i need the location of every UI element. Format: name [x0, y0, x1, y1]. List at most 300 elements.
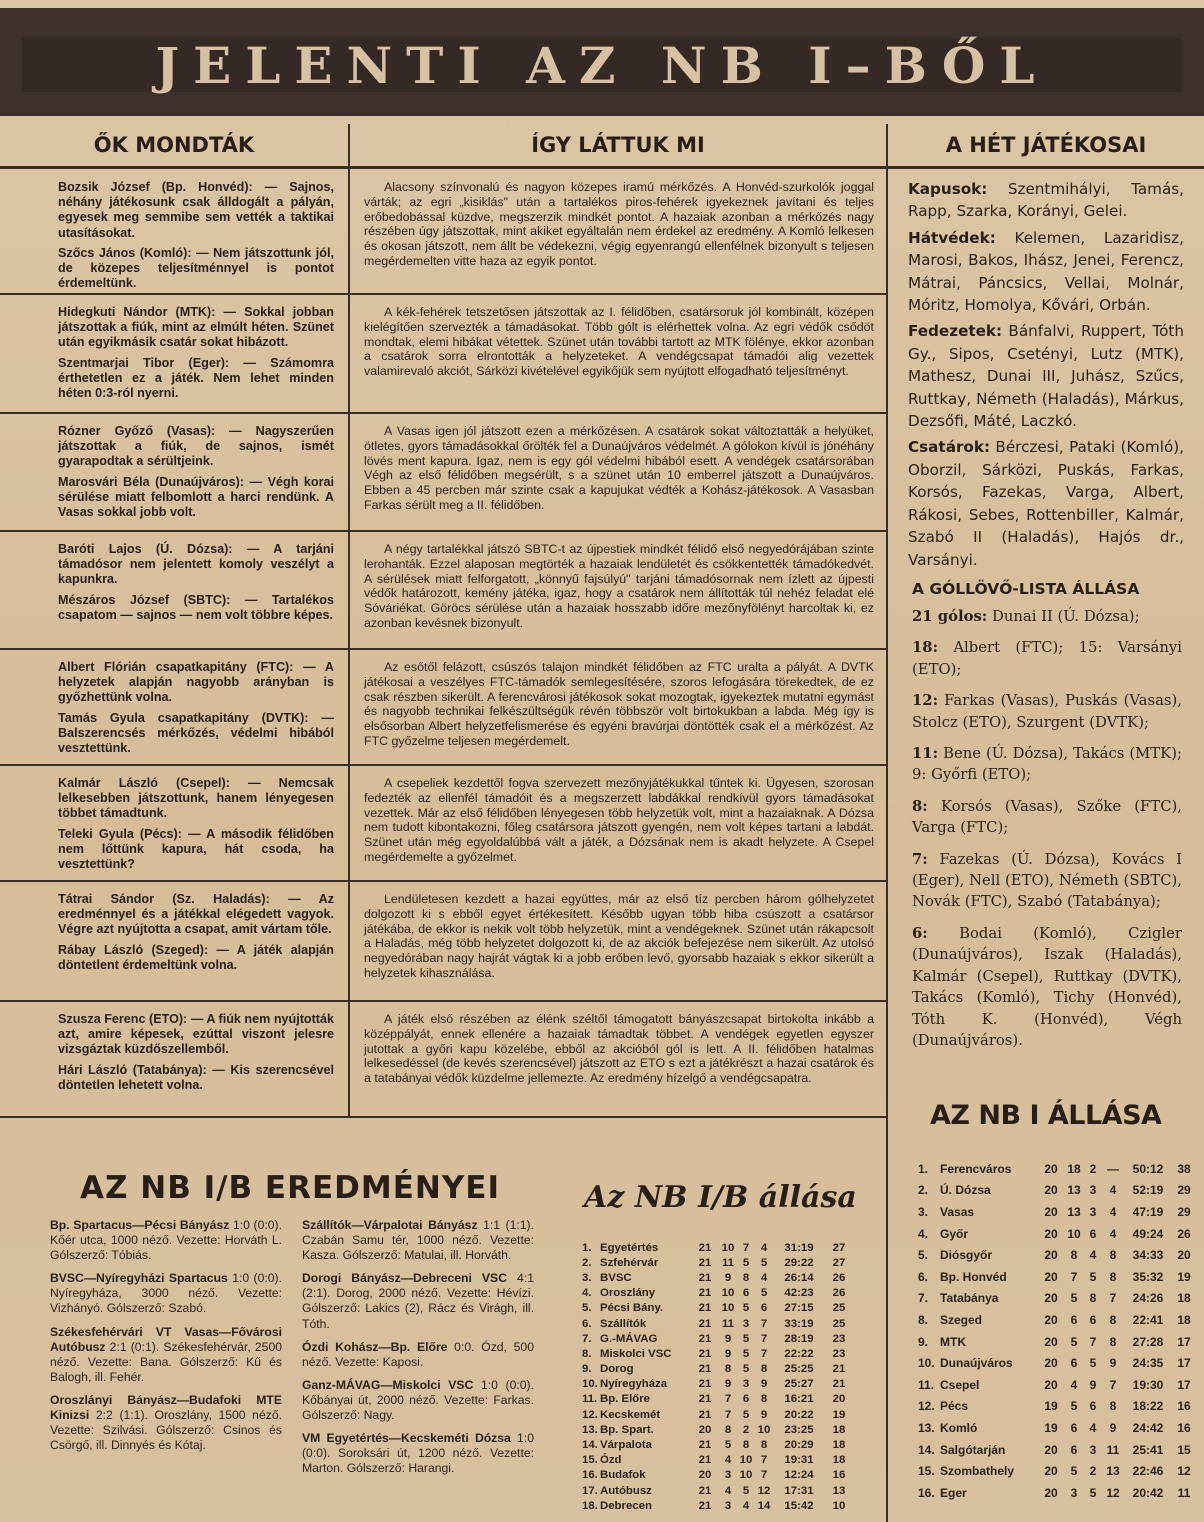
standings-cell: 34:33	[1132, 1248, 1164, 1263]
standings-cell: 5	[742, 1408, 750, 1421]
seen-column-heading: ÍGY LÁTTUK MI	[350, 124, 886, 169]
standings-cell: 3	[724, 1469, 732, 1482]
standings-cell: 7	[1109, 1377, 1117, 1392]
standings-cell: 24:42	[1132, 1420, 1164, 1435]
standings-cell: 11	[1177, 1485, 1191, 1500]
standings-cell: 21	[698, 1454, 712, 1467]
standings-cell: 3	[1089, 1183, 1097, 1198]
banner	[0, 8, 1204, 116]
players-forwards: Csatárok: Bérczesi, Pataki (Komló), Oborzil, Sárközi, Puskás, Farkas, Korsós, Fazekas, Varga, Albert, Rákosi, Sebes, Rottenbiller, Kalmár, Szabó II (Haladás), Hajós dr., Varsányi.	[908, 438, 1184, 569]
standings-cell: 8.	[582, 1347, 592, 1360]
standings-cell: Diósgyőr	[940, 1248, 993, 1263]
scorers-list	[912, 606, 1182, 1076]
standings-cell: 6	[1089, 1399, 1097, 1414]
standings-cell: 3	[1089, 1204, 1097, 1219]
standings-cell: 21	[698, 1256, 712, 1269]
standings-cell: 47:19	[1132, 1204, 1164, 1219]
standings-cell: 1.	[918, 1161, 929, 1176]
standings-row	[582, 1453, 854, 1468]
standings-cell: 7	[760, 1332, 768, 1345]
standings-cell: 8	[742, 1271, 750, 1284]
ib-result: Ganz-MÁVAG—Miskolci VSC 1:0 (0:0). Kőbányai út, 2000 néző. Vezette: Farkas. Gólszerző: Nagy.	[302, 1377, 534, 1423]
quote: Marosvári Béla (Dunaújváros): — Végh korai sérülése miatt felbomlott a harci rendünk. A Vasas sokkal jobb volt.	[58, 474, 334, 520]
players-goalkeepers: Kapusok: Szentmihályi, Tamás, Rapp, Szarka, Korányi, Gelei.	[908, 180, 1184, 221]
standings-cell: 13	[1067, 1183, 1081, 1198]
column-divider	[348, 124, 350, 1116]
standings-cell: 11	[1106, 1442, 1120, 1457]
said-quotes	[58, 1012, 334, 1114]
standings-cell: 9	[724, 1271, 732, 1284]
standings-row	[918, 1460, 1196, 1482]
standings-cell: 31:19	[784, 1241, 814, 1254]
standings-cell: 26	[832, 1287, 846, 1300]
standings-cell: 22:46	[1132, 1464, 1164, 1479]
quote: Mészáros József (SBTC): — Tartalékos csapatom — sajnos — nem volt többre képes.	[58, 592, 334, 622]
standings-cell: 12	[757, 1484, 771, 1497]
standings-cell: 17.	[582, 1484, 598, 1497]
standings-cell: Tatabánya	[940, 1291, 999, 1306]
ib-standings-table	[582, 1240, 854, 1513]
standings-row	[582, 1270, 854, 1285]
standings-cell: 8	[724, 1423, 732, 1436]
standings-cell: 22:22	[784, 1347, 814, 1360]
standings-cell: 4	[1109, 1226, 1117, 1241]
standings-cell: 21	[698, 1408, 712, 1421]
standings-cell: 15:42	[784, 1499, 814, 1512]
standings-row	[918, 1352, 1196, 1374]
match-report	[364, 305, 874, 410]
standings-cell: 8	[1109, 1399, 1117, 1414]
standings-cell: 6	[742, 1393, 750, 1406]
standings-cell: 8	[724, 1363, 732, 1376]
scorers-entry: 21 gólos: Dunai II (Ú. Dózsa);	[912, 608, 1140, 625]
standings-cell: 4	[1109, 1204, 1117, 1219]
banner-title: JELENTI AZ NB I–BŐL	[155, 35, 1049, 95]
standings-cell: 5	[742, 1332, 750, 1345]
ib-result: VM Egyetértés—Kecskeméti Dózsa 1:0 (0:0). Soroksári út, 1200 néző. Vezette: Marton. Gólszerző: Harangi.	[302, 1431, 534, 1476]
standings-cell: 21	[698, 1484, 712, 1497]
standings-cell: 21	[698, 1271, 712, 1284]
nb1-standings-title: AZ NB I ÁLLÁSA	[930, 1100, 1162, 1131]
standings-cell: 12.	[582, 1408, 598, 1421]
standings-cell: Szállítók	[600, 1317, 647, 1330]
standings-cell: 8	[742, 1439, 750, 1452]
standings-cell: 13	[1067, 1204, 1081, 1219]
match-report	[364, 180, 874, 291]
standings-cell: 25:41	[1132, 1442, 1164, 1457]
standings-cell: 21	[698, 1439, 712, 1452]
standings-cell: 10	[757, 1423, 771, 1436]
said-quotes	[58, 892, 334, 998]
standings-cell: 6.	[918, 1269, 929, 1284]
standings-cell: 8	[1109, 1312, 1117, 1327]
standings-cell: 7	[742, 1241, 750, 1254]
standings-cell: 26	[832, 1271, 846, 1284]
standings-cell: 19	[1044, 1420, 1058, 1435]
standings-cell: 9	[760, 1408, 768, 1421]
standings-cell: 4	[760, 1271, 768, 1284]
standings-cell: 2.	[918, 1183, 929, 1198]
standings-cell: 9	[1109, 1420, 1117, 1435]
standings-cell: 10	[739, 1454, 753, 1467]
standings-cell: 25	[832, 1302, 846, 1315]
quote: Kalmár László (Csepel): — Nemcsak lelkesebben játszottunk, hanem lényegesen többet támadtunk.	[58, 776, 334, 821]
standings-cell: 4	[1089, 1248, 1097, 1263]
report-text: Lendületesen kezdett a hazai együttes, már az első tíz percben három gólhelyzetet dolgozott ki s ebből egyet értékesített. Később ugyan több hiba csúszott a csatársor játékába, de ekkor is nekik volt több helyzetük, mint a vendégeknek. Szünet után rákapcsolt a Haladás, még több helyzetet dolgozott ki, de az akciók befejezése nem sikerült. Az utolsó negyedórában nagy hajrát vágtak ki a jobb erőben levő, gyorsabb hazaiak s ekkor sikerült a helyzetek kihasználása.	[364, 892, 874, 980]
standings-cell: Oroszlány	[600, 1287, 656, 1300]
standings-cell: 17	[1177, 1356, 1191, 1371]
standings-row	[582, 1422, 854, 1437]
standings-cell: Egyetértés	[600, 1241, 659, 1254]
standings-cell: 18:22	[1132, 1399, 1164, 1414]
standings-cell: 7	[760, 1317, 768, 1330]
standings-cell: 52:19	[1132, 1183, 1164, 1198]
quote: Bozsik József (Bp. Honvéd): — Sajnos, néhány játékosunk csak álldogált a pályán, egyesek meg semmibe sem vették a taktikai utasításokat.	[58, 180, 334, 240]
standings-cell: 3	[1070, 1485, 1078, 1500]
standings-cell: 19	[1044, 1399, 1058, 1414]
standings-cell: 16:21	[784, 1393, 814, 1406]
standings-cell: Debrecen	[600, 1499, 652, 1512]
nb1-standings	[918, 1158, 1200, 1518]
standings-cell: 2	[742, 1423, 750, 1436]
standings-cell: 13.	[582, 1423, 598, 1436]
standings-cell: 23:25	[784, 1423, 814, 1436]
ib-result: Bp. Spartacus—Pécsi Bányász 1:0 (0:0). Kőér utca, 1000 néző. Vezette: Horváth L. Gólszerző: Tóbiás.	[50, 1218, 282, 1263]
standings-cell: BVSC	[600, 1271, 632, 1284]
standings-cell: 11.	[918, 1377, 935, 1392]
standings-row	[918, 1158, 1196, 1180]
standings-cell: 7	[1089, 1334, 1097, 1349]
standings-cell: 3.	[582, 1271, 592, 1284]
standings-cell: 16	[1177, 1399, 1191, 1414]
standings-cell: 15.	[918, 1464, 935, 1479]
standings-cell: 5	[1070, 1334, 1078, 1349]
standings-cell: 20	[1044, 1183, 1058, 1198]
standings-cell: —	[1107, 1161, 1119, 1176]
scorers-entry: 12: Farkas (Vasas), Puskás (Vasas), Stolcz (ETO), Szurgent (DVTK);	[912, 692, 1182, 731]
standings-cell: 12:24	[784, 1469, 814, 1482]
standings-cell: 4	[760, 1241, 768, 1254]
standings-cell: 20:42	[1132, 1485, 1164, 1500]
scorers-title: A GÓLLÖVŐ-LISTA ÁLLÁSA	[912, 580, 1140, 598]
standings-row	[918, 1288, 1196, 1310]
report-text: Alacsony színvonalú és nagyon közepes iramú mérkőzés. A Honvéd-szurkolók joggal várták; az egri „kisiklás" után a tartalékos piros-fehérek igyekeznek javítani és teljes erőbedobással küzdve, megszerzik mindkét pontot. A hazaiak azonban a mérkőzés nagy részében úgy játszottak, mint akiket egyáltalán nem érdekel az eredmény. A Komló lelkesen és okosan játszott, nem állt be védekezni, végig egyenrangú ellenfélnek bizonyult s teljesen megérdemelten vitte haza az egyik pontot.	[364, 180, 874, 268]
standings-row	[918, 1223, 1196, 1245]
standings-cell: 49:24	[1132, 1226, 1164, 1241]
nb1-standings-table	[918, 1158, 1196, 1504]
standings-cell: 6	[760, 1302, 768, 1315]
standings-cell: 5	[742, 1484, 750, 1497]
standings-cell: 3	[1089, 1442, 1097, 1457]
standings-cell: 4	[724, 1454, 732, 1467]
standings-cell: 13.	[918, 1420, 935, 1435]
standings-cell: Ferencváros	[940, 1161, 1012, 1176]
standings-cell: 7	[760, 1347, 768, 1360]
standings-cell: 6	[1070, 1420, 1078, 1435]
standings-cell: 16	[1177, 1420, 1191, 1435]
standings-row	[582, 1392, 854, 1407]
standings-cell: 18	[832, 1423, 846, 1436]
standings-cell: 16.	[582, 1469, 598, 1482]
standings-cell: 21	[698, 1378, 712, 1391]
standings-row	[918, 1244, 1196, 1266]
standings-cell: 8	[760, 1393, 768, 1406]
standings-row	[918, 1374, 1196, 1396]
ib-standings	[582, 1240, 882, 1512]
standings-cell: 20	[832, 1393, 846, 1406]
standings-cell: 6	[1070, 1442, 1078, 1457]
standings-cell: G.-MÁVAG	[600, 1332, 658, 1345]
banner-inner	[22, 35, 1182, 95]
standings-cell: 9	[724, 1347, 732, 1360]
standings-cell: 10.	[582, 1378, 598, 1391]
quote: Hidegkuti Nándor (MTK): — Sokkal jobban játszottak a fiúk, mint az elmúlt héten. Szünet után egyikmásik csatár sokat hibázott.	[58, 305, 334, 350]
standings-cell: MTK	[940, 1334, 966, 1349]
standings-cell: 14.	[582, 1439, 598, 1452]
standings-cell: 10.	[918, 1356, 935, 1371]
report-text: A játék első részében az élénk széltől támogatott bányászcsapat birtokolta inkább a középpályát, ennek ellenére a hazaiak támadtak többet. A vendégek egyetlen egyszer jutottak a győri kapu közelébe, ebből az akcióból gól is lett. A II. félidőben hatalmas lelkesedéssel (de kevés szerencsével) játszott az ETO s ezt a játékrészt a hazai csatárok és a tatabányai védők küzdelme jellemezte. Az eredmény hízelgő a vendégcsapatra.	[364, 1012, 874, 1086]
standings-cell: 23	[832, 1332, 846, 1345]
match-report	[364, 660, 874, 762]
standings-cell: Győr	[940, 1226, 969, 1241]
standings-cell: 5	[724, 1439, 732, 1452]
match-report	[364, 776, 874, 878]
standings-cell: 6	[1089, 1226, 1097, 1241]
standings-cell: 5	[1089, 1356, 1097, 1371]
standings-cell: Csepel	[940, 1377, 980, 1392]
match-report	[364, 892, 874, 998]
ib-result: Oroszlányi Bányász—Budafoki MTE Kinizsi 2:2 (1:1). Oroszlány, 1500 néző. Vezette: Szilvási. Gólszerző: Csinos és Csörgő, ill. Dinnyés és Kótaj.	[50, 1392, 282, 1453]
standings-cell: 18	[832, 1439, 846, 1452]
standings-cell: 3.	[918, 1204, 929, 1219]
standings-cell: 4	[742, 1499, 750, 1512]
standings-cell: Bp. Előre	[600, 1393, 651, 1406]
standings-cell: 21	[698, 1393, 712, 1406]
standings-cell: 20	[1044, 1334, 1058, 1349]
standings-cell: 7	[760, 1454, 768, 1467]
quote: Teleki Gyula (Pécs): — A második félidőben nem lőttünk kapura, hát csoda, ha vesztettünk?	[58, 826, 334, 872]
standings-cell: 7	[724, 1408, 732, 1421]
standings-row	[582, 1346, 854, 1361]
ib-results-left	[50, 1218, 282, 1518]
standings-cell: Szeged	[940, 1312, 983, 1327]
standings-cell: 5	[1070, 1291, 1078, 1306]
standings-cell: 22:41	[1132, 1312, 1164, 1327]
quote: Albert Flórián csapatkapitány (FTC): — A helyzetek alapján nagyobb arányban is győzhettünk volna.	[58, 660, 334, 705]
standings-cell: 21	[698, 1332, 712, 1345]
standings-cell: 25:27	[784, 1378, 814, 1391]
standings-cell: 20	[698, 1423, 712, 1436]
standings-cell: 27	[832, 1256, 846, 1269]
standings-row	[582, 1377, 854, 1392]
players-defenders: Hátvédek: Kelemen, Lazaridisz, Marosi, Bakos, Ihász, Jenei, Ferencz, Mátrai, Páncsics, Vellai, Molnár, Móritz, Homolya, Kővári, Orbán.	[908, 228, 1184, 315]
match-report	[364, 424, 874, 528]
standings-cell: 20:22	[784, 1408, 814, 1421]
row-divider	[0, 293, 888, 295]
standings-cell: 20	[1044, 1464, 1058, 1479]
standings-cell: 29	[1177, 1204, 1191, 1219]
quote: Hári László (Tatabánya): — Kis szerencsével döntetlen lehetett volna.	[58, 1062, 334, 1092]
standings-cell: 23	[832, 1347, 846, 1360]
standings-cell: 5	[742, 1302, 750, 1315]
standings-cell: 20	[1177, 1248, 1191, 1263]
standings-cell: 38	[1177, 1161, 1191, 1176]
scorers-entry: 8: Korsós (Vasas), Szőke (FTC), Varga (FTC);	[912, 797, 1182, 837]
standings-cell: 20	[1044, 1291, 1058, 1306]
standings-cell: 15	[1177, 1442, 1191, 1457]
standings-cell: 26:14	[784, 1271, 814, 1284]
standings-cell: 17	[1177, 1377, 1191, 1392]
standings-cell: 1.	[582, 1241, 592, 1254]
quote: Tamás Gyula csapatkapitány (DVTK): — Balszerencsés mérkőzés, védelmi hibából vesztettünk.	[58, 710, 334, 756]
said-quotes	[58, 180, 334, 291]
standings-cell: 21	[832, 1363, 846, 1376]
report-text: A kék-fehérek tetszetősen játszottak az I. félidőben, csatársoruk jól kombinált, középen kielégítően szervezték a támadásokat. Több gólt is elérhettek volna. Az egri védők csődöt mondtak, elemi hibákat vétettek. Szünet után további tartott az MTK fölénye, ekkor azonban a csatárok sorra elrontották a helyzeteket. A vendégcsapat támadói alig vezettek valamirevaló akciót, Sárközi kivételével egyikőjük sem nyújtott elfogadható teljesítményt.	[364, 305, 874, 379]
standings-cell: 35:32	[1132, 1269, 1164, 1284]
standings-cell: 18	[1067, 1161, 1081, 1176]
scorers-entry: 18: Albert (FTC); 15: Varsányi (ETO);	[912, 639, 1182, 678]
standings-row	[582, 1240, 854, 1255]
ib-standings-title: Az NB I/B állása	[584, 1180, 857, 1215]
standings-cell: 24:26	[1132, 1291, 1164, 1306]
standings-cell: Bp. Spart.	[600, 1423, 654, 1436]
quote: Rábay László (Szeged): — A játék alapján döntetlent érdemeltünk volna.	[58, 942, 334, 972]
standings-row	[582, 1286, 854, 1301]
standings-cell: 20	[1044, 1161, 1058, 1176]
standings-cell: 9.	[918, 1334, 929, 1349]
standings-row	[918, 1180, 1196, 1202]
standings-cell: 14.	[918, 1442, 935, 1457]
standings-cell: 3	[742, 1317, 750, 1330]
standings-cell: 29	[1177, 1183, 1191, 1198]
standings-cell: 5	[1089, 1485, 1097, 1500]
standings-cell: 18.	[582, 1499, 598, 1512]
standings-cell: 29:22	[784, 1256, 814, 1269]
standings-row	[582, 1255, 854, 1270]
standings-cell: 21	[832, 1378, 846, 1391]
standings-cell: 21	[698, 1347, 712, 1360]
report-text: A négy tartalékkal játszó SBTC-t az újpestiek mindkét félidő első negyedórájában szinte lerohanták. Ezzel alaposan megtörték a hazaiak lendületét és csökkentették támadókedvét. A sérülések miatt felforgatott, „könnyű fajsúlyú" tarjáni támadósornak nem ízlett az újpesti védők határozott, kemény játéka, igaz, hogy a csatárok nem állították túl nehéz feladat elé Sóváriékat. Göröcs sérülése után a hazaiak hosszabb időre mezőnyfölényt harcoltak ki, ez azonban kevésnek bizonyult.	[364, 542, 874, 630]
standings-cell: 21	[698, 1363, 712, 1376]
section-divider	[0, 1116, 888, 1118]
standings-cell: Nyíregyháza	[600, 1378, 668, 1391]
standings-cell: 9	[760, 1378, 768, 1391]
standings-cell: 2	[1089, 1161, 1097, 1176]
standings-cell: 21	[698, 1287, 712, 1300]
standings-cell: Eger	[940, 1485, 967, 1500]
standings-cell: 6	[1070, 1312, 1078, 1327]
standings-cell: 50:12	[1132, 1161, 1164, 1176]
standings-cell: 5.	[582, 1302, 592, 1315]
standings-cell: 20	[1044, 1377, 1058, 1392]
standings-cell: 17:31	[784, 1484, 814, 1497]
standings-row	[582, 1468, 854, 1483]
standings-cell: 7	[760, 1469, 768, 1482]
standings-cell: Autóbusz	[600, 1484, 652, 1497]
standings-cell: 6.	[582, 1317, 592, 1330]
standings-cell: 5	[742, 1363, 750, 1376]
standings-cell: 11	[721, 1317, 735, 1330]
standings-cell: 18	[1177, 1312, 1191, 1327]
standings-row	[582, 1316, 854, 1331]
standings-cell: 3	[724, 1499, 732, 1512]
standings-cell: 21	[698, 1302, 712, 1315]
standings-cell: 8	[1070, 1248, 1078, 1263]
standings-cell: 5	[760, 1256, 768, 1269]
standings-cell: 19	[1177, 1269, 1191, 1284]
standings-row	[918, 1396, 1196, 1418]
standings-cell: 20:29	[784, 1439, 814, 1452]
row-divider	[0, 880, 888, 882]
match-report	[364, 542, 874, 646]
said-quotes	[58, 776, 334, 878]
standings-cell: 11.	[582, 1393, 598, 1406]
standings-cell: 6	[1089, 1312, 1097, 1327]
standings-cell: Vasas	[940, 1204, 975, 1219]
ib-results-right	[302, 1218, 534, 1518]
standings-cell: Dunaújváros	[940, 1356, 1013, 1371]
scorers-entry: 6: Bodai (Komló), Czigler (Dunaújváros), Iszak (Haladás), Kalmár (Csepel), Ruttkay (DVTK), Takács (Komló), Tichy (Honvéd), Tóth K. (Honvéd), Végh (Dunaújváros).	[912, 924, 1182, 1049]
standings-row	[918, 1309, 1196, 1331]
standings-cell: 9.	[582, 1363, 592, 1376]
row-divider	[0, 648, 888, 650]
said-quotes	[58, 542, 334, 646]
standings-cell: Dorog	[600, 1363, 634, 1376]
standings-cell: 20	[1044, 1312, 1058, 1327]
standings-row	[582, 1437, 854, 1452]
standings-cell: 8	[1109, 1334, 1117, 1349]
standings-cell: 5	[742, 1347, 750, 1360]
standings-cell: 21	[698, 1317, 712, 1330]
standings-cell: 20	[1044, 1442, 1058, 1457]
standings-cell: Ózd	[600, 1454, 622, 1467]
standings-cell: Szfehérvár	[600, 1256, 659, 1269]
quote: Szentmarjai Tibor (Eger): — Számomra érthetetlen ez a játék. Nem lehet minden héten 0:3-ról nyerni.	[58, 355, 334, 401]
report-text: A Vasas igen jól játszott ezen a mérkőzésen. A csatárok sokat változtatták a helyüket, ötletes, gyors támadásokkal őrölték fel a Dunaújváros védelmét. A gólokon kívül is jónéhány lövés ment kapura. Igaz, nem is egy gól védelmi hibából esett. A vendégek csatársorában Végh az első félidőben megsérült, s a szünet után 10 emberrel játszott a Dunaújváros. Ebben a 45 percben már szinte csak a kapujukat védték a Kohász-játékosok. A Vasasban Farkas sérült meg a II. félidőben.	[364, 424, 874, 512]
standings-cell: Bp. Honvéd	[940, 1269, 1007, 1284]
quote: Szusza Ferenc (ETO): — A fiúk nem nyújtották azt, amire képesek, ezúttal viszont jelesre vizsgáztak küzdőszellemből.	[58, 1012, 334, 1057]
row-divider	[0, 412, 888, 414]
standings-cell: 27:15	[784, 1302, 814, 1315]
standings-row	[918, 1331, 1196, 1353]
standings-cell: 20	[1044, 1248, 1058, 1263]
standings-cell: 13	[1106, 1464, 1120, 1479]
standings-cell: 8.	[918, 1312, 929, 1327]
standings-cell: 5	[742, 1256, 750, 1269]
standings-cell: 12.	[918, 1399, 935, 1414]
standings-row	[582, 1301, 854, 1316]
quote: Baróti Lajos (Ú. Dózsa): — A tarjáni támadósor nem jelentett komoly veszélyt a kapunkra.	[58, 542, 334, 587]
standings-cell: 21	[698, 1499, 712, 1512]
standings-cell: 25:25	[784, 1363, 814, 1376]
standings-row	[918, 1482, 1196, 1504]
standings-cell: 5	[1089, 1269, 1097, 1284]
standings-cell: 20	[698, 1469, 712, 1482]
standings-cell: 4	[1109, 1183, 1117, 1198]
column-divider	[886, 124, 888, 1522]
standings-cell: 7	[724, 1393, 732, 1406]
standings-cell: 15.	[582, 1454, 598, 1467]
standings-cell: 9	[724, 1378, 732, 1391]
standings-row	[918, 1439, 1196, 1461]
standings-cell: 4	[1089, 1420, 1097, 1435]
said-column-heading: ŐK MONDTÁK	[0, 124, 348, 169]
standings-cell: 24:35	[1132, 1356, 1164, 1371]
players-halfbacks: Fedezetek: Bánfalvi, Ruppert, Tóth Gy., Sipos, Csetényi, Lutz (MTK), Mathesz, Dunai III, Juhász, Szűcs, Ruttkay, Németh (Haladás), Márkus, Dezsőfi, Máté, Laczkó.	[908, 322, 1184, 431]
standings-row	[582, 1362, 854, 1377]
said-quotes	[58, 305, 334, 410]
standings-cell: 27:28	[1132, 1334, 1164, 1349]
